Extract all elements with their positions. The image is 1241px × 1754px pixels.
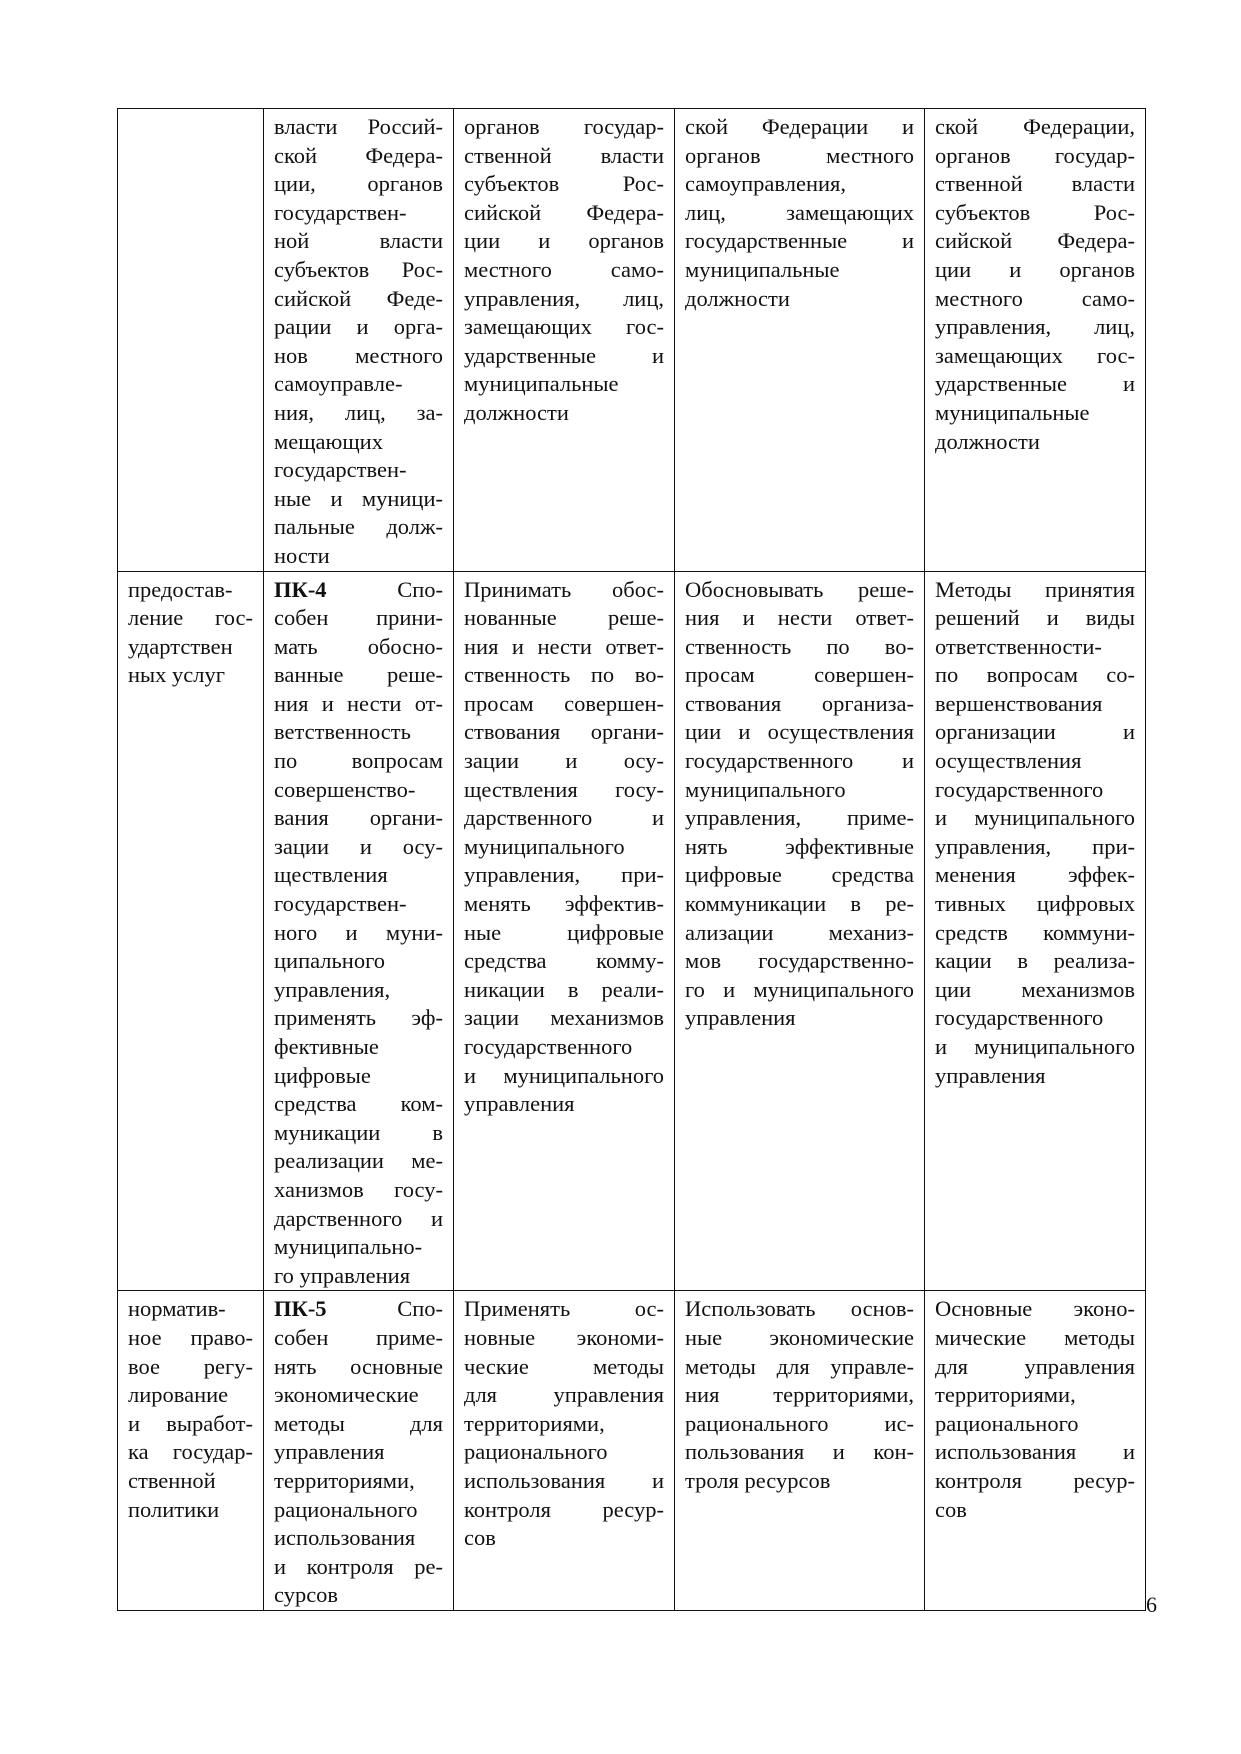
- text-line: муниципальные: [935, 399, 1090, 425]
- text-line: управления, приме-: [685, 805, 914, 831]
- text-line: вершенствования: [935, 690, 1103, 716]
- text-line: замещающих гос-: [464, 314, 664, 340]
- text-line: государственного и: [685, 748, 914, 774]
- area-cell: [118, 571, 264, 1291]
- text-line: сурсов: [274, 1582, 339, 1608]
- text-line: ное право-: [128, 1324, 253, 1350]
- area-cell: [118, 1291, 264, 1611]
- knowledge-cell: [925, 571, 1146, 1291]
- text-line: мов государственно-: [685, 948, 914, 974]
- text-line: должности: [935, 428, 1040, 454]
- text-line: муниципального: [685, 776, 846, 802]
- text-line: зации и осу-: [274, 833, 443, 859]
- text-line: норматив-: [128, 1296, 226, 1322]
- text-line: ка государ-: [128, 1439, 253, 1465]
- text-line: политики: [128, 1496, 220, 1522]
- text-line: ного и муни-: [274, 919, 443, 945]
- text-line: вания органи-: [274, 805, 443, 831]
- text-line: рационального: [935, 1410, 1079, 1436]
- text-line: цифровые: [274, 1062, 371, 1088]
- skills-cell: [454, 571, 675, 1291]
- text-line: государственного: [464, 1034, 633, 1059]
- text-line: вое регу-: [128, 1353, 253, 1379]
- text-line: собен приме-: [274, 1324, 443, 1350]
- text-line: Использовать основ-: [685, 1296, 914, 1322]
- text-line: ния, лиц, за-: [274, 399, 443, 425]
- competency-heading-line: [274, 576, 443, 605]
- text-line: ализации механиз-: [685, 919, 914, 945]
- text-line: муниципального: [464, 833, 625, 859]
- text-line: удартствен: [128, 633, 233, 659]
- table-row: [118, 571, 1146, 1291]
- text-line: сийской Феде-: [274, 285, 443, 311]
- text-line: ской Федерации и: [685, 114, 914, 139]
- text-line: использования: [274, 1525, 416, 1551]
- text-line: организации и: [935, 719, 1135, 745]
- competency-text: [274, 604, 443, 1290]
- text-line: ударственные и: [935, 371, 1135, 397]
- text-line: ственность по во-: [685, 633, 914, 659]
- text-line: зации механизмов: [464, 1005, 664, 1031]
- table-row: [118, 1291, 1146, 1611]
- text-line: совершенство-: [274, 776, 416, 802]
- text-line: органов государ-: [935, 142, 1135, 168]
- text-line: управления, при-: [935, 833, 1135, 859]
- text-line: субъектов Рос-: [464, 171, 664, 197]
- text-line: государственного: [935, 776, 1104, 802]
- text-line: управления, лиц,: [935, 314, 1135, 340]
- text-line: субъектов Рос-: [274, 256, 443, 282]
- text-line: ные цифровые: [464, 919, 664, 945]
- text-line: государственного: [935, 1005, 1104, 1031]
- text-line: контроля ресур-: [935, 1467, 1135, 1493]
- text-line: для управления: [464, 1382, 664, 1408]
- text-line: ния территориями,: [685, 1382, 914, 1408]
- text-line: сов: [935, 1496, 967, 1522]
- text-line: рационального: [274, 1496, 418, 1522]
- text-line: тивных цифровых: [935, 891, 1135, 917]
- competency-text: [274, 1324, 443, 1610]
- text-line: и контроля ре-: [274, 1553, 443, 1579]
- text-line: управления: [685, 1005, 796, 1031]
- text-line: замещающих гос-: [935, 342, 1135, 368]
- page-number: 6: [1146, 1592, 1157, 1617]
- competency-cell: [264, 571, 454, 1291]
- text-line: самоуправле-: [274, 371, 403, 397]
- skills-cell: [454, 1291, 675, 1611]
- text-line: предостав-: [128, 576, 233, 602]
- text-line: ципального: [274, 948, 386, 974]
- text-line: государствен-: [274, 199, 407, 225]
- text-line: мические методы: [935, 1324, 1135, 1350]
- text-line: управления: [935, 1062, 1046, 1088]
- text-line: управления, при-: [464, 862, 664, 888]
- competency-code: ПК-4: [274, 576, 327, 602]
- text-line: троля ресурсов: [685, 1467, 831, 1493]
- text-line: государственные и: [685, 228, 914, 254]
- competency-cell: [264, 109, 454, 572]
- text-line: сов: [464, 1525, 496, 1551]
- text-line: рационального ис-: [685, 1410, 914, 1436]
- text-line: новные экономи-: [464, 1324, 664, 1350]
- text-line: нов местного: [274, 342, 443, 368]
- text-line: ской Федерации,: [935, 114, 1135, 139]
- text-line: и муниципального: [935, 805, 1135, 831]
- text-line: ции механизмов: [935, 976, 1135, 1002]
- text-line: лиц, замещающих: [685, 199, 914, 225]
- text-line: ния и нести ответ-: [685, 605, 914, 631]
- competency-heading-line: [274, 1295, 443, 1324]
- text-line: коммуникации в ре-: [685, 891, 914, 917]
- text-line: муникации в: [274, 1119, 443, 1145]
- text-line: государствен-: [274, 891, 407, 917]
- text-line: применять эф-: [274, 1005, 443, 1031]
- text-line: ствования органи-: [464, 719, 664, 745]
- abilities-cell: [675, 109, 925, 572]
- text-line: территориями,: [935, 1382, 1076, 1408]
- text-line: муниципальные: [685, 256, 840, 282]
- text-line: просам совершен-: [464, 690, 664, 716]
- competency-code: ПК-5: [274, 1296, 327, 1322]
- text-line: управления, лиц,: [464, 285, 664, 311]
- text-line: ции и органов: [935, 256, 1135, 282]
- text-line: средств коммуни-: [935, 919, 1135, 945]
- text-line: ческие методы: [464, 1353, 664, 1379]
- text-line: ственной власти: [464, 142, 664, 168]
- text-line: использования и: [464, 1467, 664, 1493]
- text-line: использования и: [935, 1439, 1135, 1465]
- text-line: ственной власти: [935, 171, 1135, 197]
- text-line: лирование: [128, 1382, 229, 1408]
- text-line: ции, органов: [274, 171, 443, 197]
- text-line: методы для: [274, 1410, 443, 1436]
- text-line: Применять ос-: [464, 1296, 664, 1322]
- text-line: и муниципального: [464, 1062, 664, 1088]
- text-line: и выработ-: [128, 1410, 253, 1436]
- competency-heading-rest: Спо-: [397, 576, 443, 602]
- text-line: реализации ме-: [274, 1148, 443, 1174]
- text-line: ществления госу-: [464, 776, 664, 802]
- text-line: ствования организа-: [685, 690, 914, 716]
- text-line: для управления: [935, 1353, 1135, 1379]
- text-line: Методы принятия: [935, 576, 1135, 602]
- text-line: ции и органов: [464, 228, 664, 254]
- text-line: ния и нести ответ-: [464, 633, 664, 659]
- text-line: никации в реали-: [464, 976, 664, 1002]
- text-line: ные экономические: [685, 1324, 914, 1350]
- abilities-cell: [675, 571, 925, 1291]
- text-line: самоуправления,: [685, 171, 847, 197]
- text-line: зации и осу-: [464, 748, 664, 774]
- text-line: ханизмов госу-: [274, 1176, 443, 1202]
- text-line: ской Федера-: [274, 142, 443, 168]
- text-line: по вопросам со-: [935, 662, 1135, 688]
- skills-cell: [454, 109, 675, 572]
- text-line: должности: [685, 285, 790, 311]
- text-line: ные и муници-: [274, 485, 443, 511]
- text-line: территориями,: [274, 1467, 415, 1493]
- text-line: кации в реализа-: [935, 948, 1135, 974]
- text-line: сийской Федера-: [464, 199, 664, 225]
- text-line: го управления: [274, 1262, 411, 1288]
- text-line: должности: [464, 399, 569, 425]
- text-line: органов государ-: [464, 114, 664, 139]
- text-line: Основные эконо-: [935, 1296, 1135, 1322]
- text-line: ванные реше-: [274, 662, 443, 688]
- text-line: местного само-: [935, 285, 1135, 311]
- text-line: управления,: [274, 976, 391, 1002]
- text-line: нять эффективные: [685, 833, 914, 859]
- table-row: [118, 109, 1146, 572]
- text-line: муниципально-: [274, 1234, 423, 1260]
- text-line: ственность по во-: [464, 662, 664, 688]
- area-cell: [118, 109, 264, 572]
- text-line: ществления: [274, 862, 388, 888]
- knowledge-cell: [925, 1291, 1146, 1611]
- text-line: управления: [274, 1439, 385, 1465]
- text-line: осуществления: [935, 748, 1082, 774]
- text-line: органов местного: [685, 142, 914, 168]
- text-line: ветственность: [274, 719, 411, 745]
- text-line: мещающих: [274, 428, 383, 454]
- text-line: собен прини-: [274, 605, 443, 631]
- text-line: Обосновывать реше-: [685, 576, 914, 602]
- text-line: ции и осуществления: [685, 719, 914, 745]
- abilities-cell: [675, 1291, 925, 1611]
- text-line: власти Россий-: [274, 114, 443, 139]
- text-line: менять эффектив-: [464, 891, 664, 917]
- text-line: пальные долж-: [274, 514, 443, 540]
- text-line: ственной: [128, 1467, 216, 1493]
- text-line: цифровые средства: [685, 862, 914, 888]
- text-line: сийской Федера-: [935, 228, 1135, 254]
- text-line: субъектов Рос-: [935, 199, 1135, 225]
- text-line: нять основные: [274, 1353, 443, 1379]
- text-line: Принимать обос-: [464, 576, 664, 602]
- text-line: пользования и кон-: [685, 1439, 914, 1465]
- text-line: ния и нести от-: [274, 690, 443, 716]
- table-body: [118, 109, 1146, 1611]
- text-line: ответственности-: [935, 633, 1102, 659]
- text-line: дарственного и: [274, 1205, 443, 1231]
- text-line: просам совершен-: [685, 662, 914, 688]
- text-line: и муниципального: [935, 1034, 1135, 1059]
- text-line: рации и орга-: [274, 314, 443, 340]
- competency-table: [117, 108, 1146, 1611]
- text-line: территориями,: [464, 1410, 605, 1436]
- text-line: фективные: [274, 1034, 379, 1059]
- text-line: средства комму-: [464, 948, 664, 974]
- text-line: контроля ресур-: [464, 1496, 664, 1522]
- text-line: решений и виды: [935, 605, 1135, 631]
- text-line: управления: [464, 1091, 575, 1117]
- text-line: ударственные и: [464, 342, 664, 368]
- text-line: ности: [274, 542, 330, 568]
- text-line: нованные реше-: [464, 605, 664, 631]
- text-line: дарственного и: [464, 805, 664, 831]
- competency-cell: [264, 1291, 454, 1611]
- text-line: муниципальные: [464, 371, 619, 397]
- text-line: местного само-: [464, 256, 664, 282]
- text-line: средства ком-: [274, 1091, 443, 1117]
- text-line: методы для управле-: [685, 1353, 914, 1379]
- text-line: го и муниципального: [685, 976, 914, 1002]
- text-line: ной власти: [274, 228, 443, 254]
- text-line: мать обосно-: [274, 633, 443, 659]
- text-line: ных услуг: [128, 662, 225, 688]
- competency-heading-rest: Спо-: [397, 1296, 443, 1322]
- text-line: экономические: [274, 1382, 419, 1408]
- text-line: по вопросам: [274, 748, 443, 774]
- text-line: ление гос-: [128, 605, 253, 631]
- text-line: рационального: [464, 1439, 608, 1465]
- text-line: государствен-: [274, 457, 407, 483]
- knowledge-cell: [925, 109, 1146, 572]
- text-line: менения эффек-: [935, 862, 1135, 888]
